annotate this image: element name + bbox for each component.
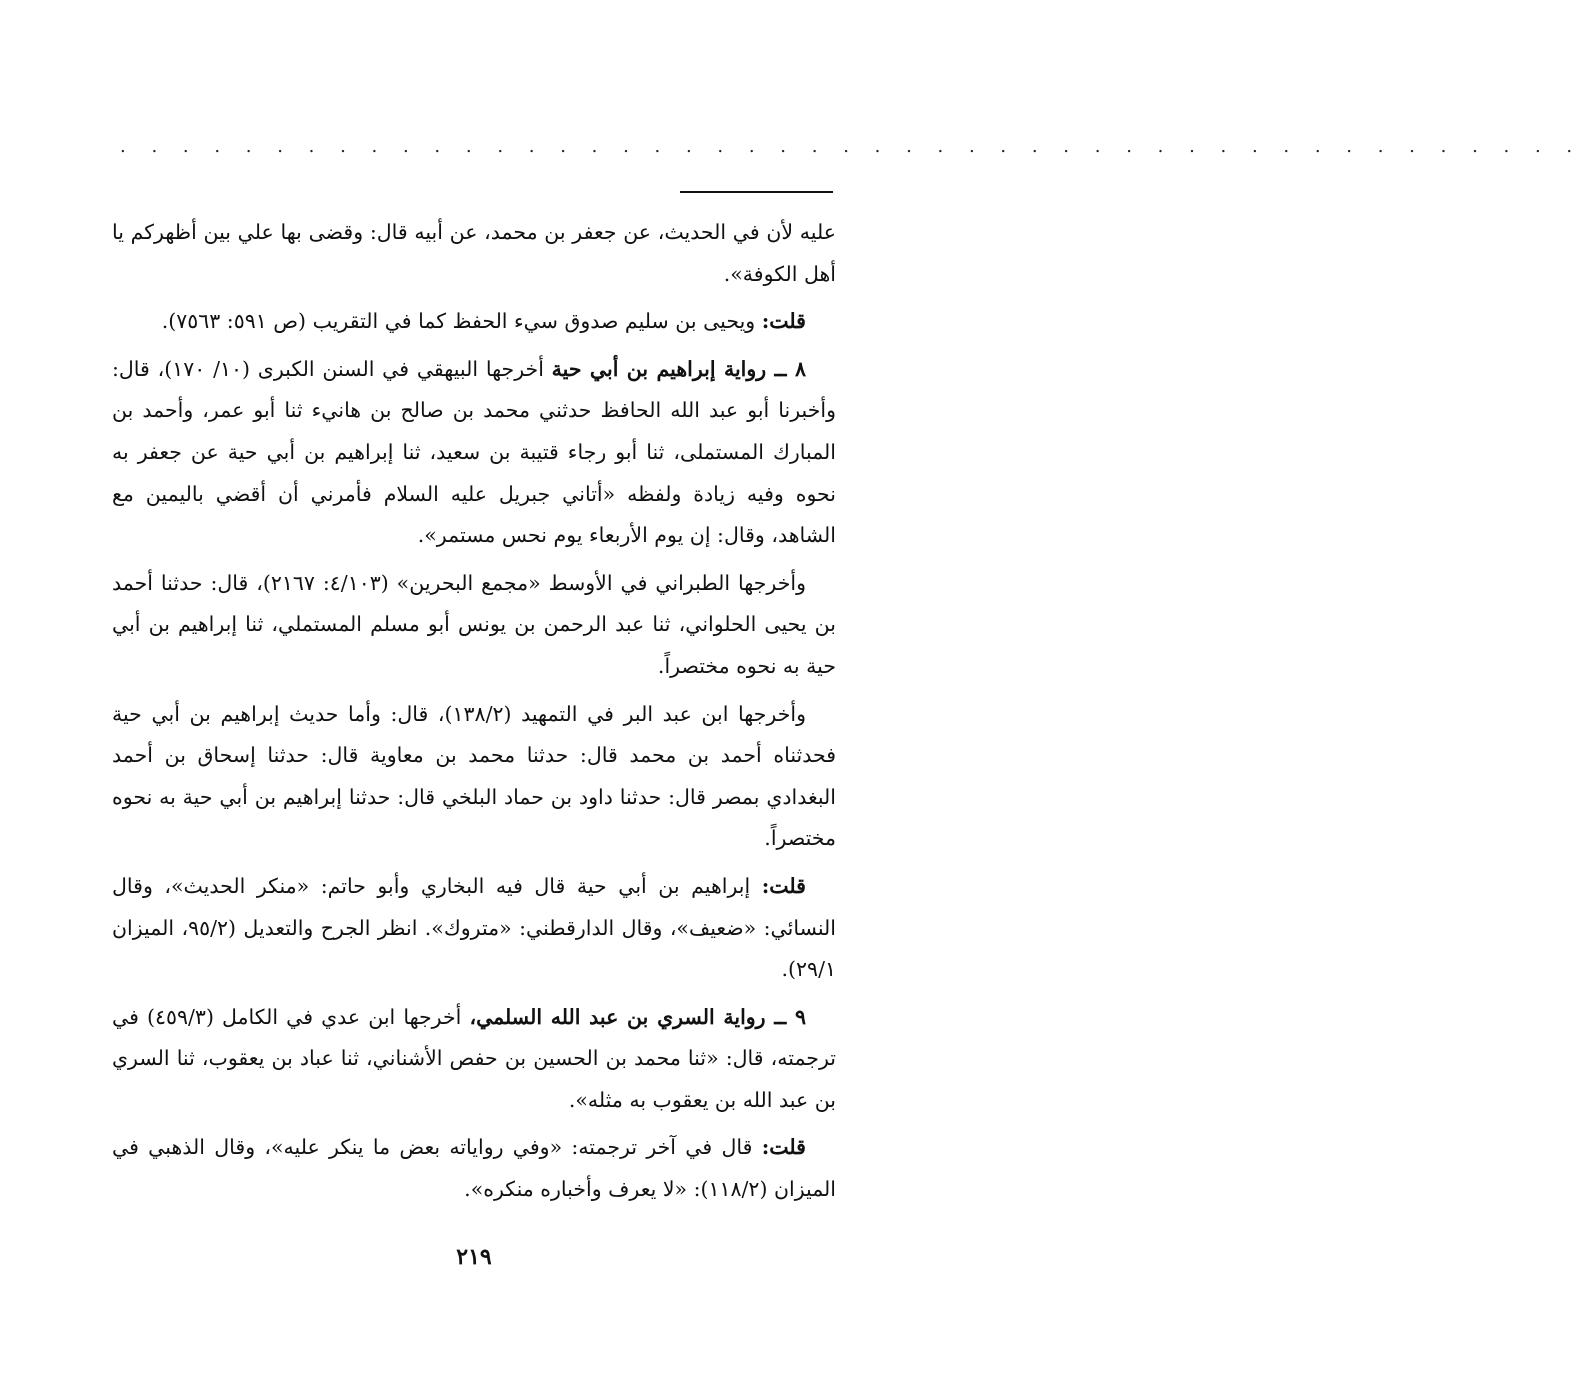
paragraph: قلت: إبراهيم بن أبي حية قال فيه البخاري وأبو حاتم: «منكر الحديث»، وقال النسائي: «ضعيف»، وقال الدارقطني: «متروك». انظر الجرح والتعديل (٩٥/٢، الميزان ٢٩/١).: [112, 873, 836, 982]
paragraph: وأخرجها ابن عبد البر في التمهيد (١٣٨/٢)، قال: وأما حديث إبراهيم بن أبي حية فحدثناه أحمد بن محمد قال: حدثنا محمد بن معاوية قال: حدثنا إسحاق بن أحمد البغدادي بمصر قال: حدثنا داود بن حماد البلخي قال: حدثنا إبراهيم بن أبي حية به نحوه مختصراً.: [112, 701, 836, 851]
paragraph: قلت: قال في آخر ترجمته: «وفي رواياته بعض ما ينكر عليه»، وقال الذهبي في الميزان (١١٨/٢): «لا يعرف وأخباره منكره».: [112, 1135, 836, 1202]
paragraph: ٩ ــ رواية السري بن عبد الله السلمي، أخرجها ابن عدي في الكامل (٤٥٩/٣) في ترجمته، قال: «ثنا محمد بن الحسين بن حفص الأشناني، ثنا عباد بن يعقوب، ثنا السري بن عبد الله بن يعقوب به مثله».: [112, 1004, 836, 1112]
paragraph: قلت: ويحيى بن سليم صدوق سيء الحفظ كما في التقريب (ص ٥٩١: ٧٥٦٣).: [161, 309, 806, 334]
paragraph: عليه لأن في الحديث، عن جعفر بن محمد، عن أبيه قال: وقضى بها علي بين أظهركم يا أهل الكوفة».: [112, 220, 836, 286]
paragraph: ٨ ــ رواية إبراهيم بن أبي حية أخرجها البيهقي في السنن الكبرى (١٠/ ١٧٠)، قال: وأخبرنا أبو عبد الله الحافظ حدثني محمد بن صالح بن هانيء ثنا أبو عمر، وأحمد بن المبارك المستملى، ثنا أبو رجاء قتيبة بن سعيد، ثنا إبراهيم بن أبي حية عن جعفر به نحوه وفيه زيادة ولفظه «أتاني جبريل عليه السلام فأمرني أن أقضي باليمين مع الشاهد، وقال: إن يوم الأربعاء يوم نحس مستمر».: [112, 356, 836, 548]
page-number: ٢١٩: [456, 1244, 492, 1270]
footnote-rule: [680, 191, 833, 193]
dotted-separator: . . . . . . . . . . . . . . . . . . . . . . . . . . . . . . . . . . . . . . . . . . . . . . .: [120, 136, 1582, 157]
body-text: [112, 212, 836, 1211]
paragraph: وأخرجها الطبراني في الأوسط «مجمع البحرين» (٤/١٠٣: ٢١٦٧)، قال: حدثنا أحمد بن يحيى الحلواني، ثنا عبد الرحمن بن يونس أبو مسلم المستملي، ثنا إبراهيم بن أبي حية به نحوه مختصراً.: [112, 570, 836, 678]
